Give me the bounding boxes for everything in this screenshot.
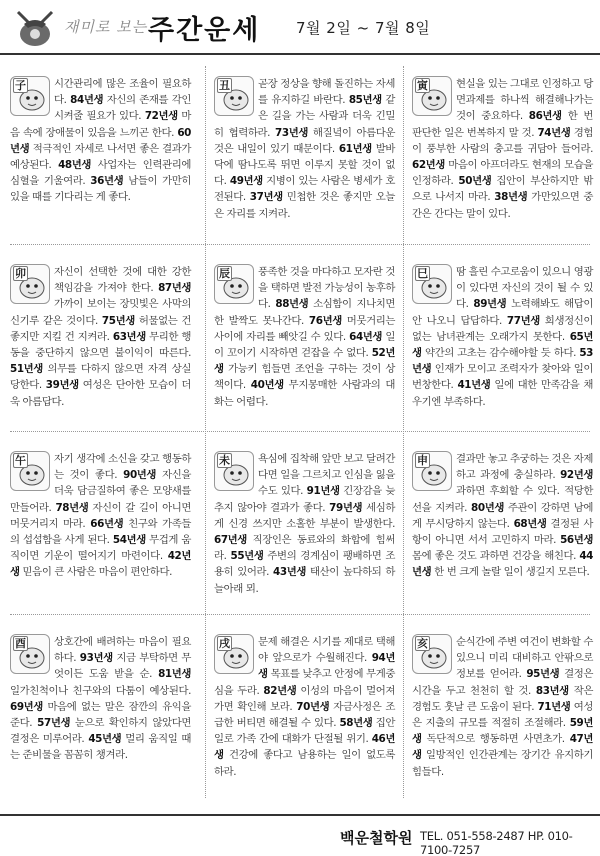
birth-year: 56년생 xyxy=(560,534,593,547)
fortune-phrase: 순식간에 주변 여건이 변화할 수 있으니 미리 대비하고 안팎으로 정보를 얻어라. xyxy=(456,636,593,681)
fortune-phrase: 문제 해결은 시기를 제대로 택해야 앞으로가 수월해진다. xyxy=(258,636,395,665)
fortune-phrase: 허물없는 건 좋지만 지킬 건 지켜라. xyxy=(10,314,191,343)
birth-year: 39년생 xyxy=(45,379,79,392)
fortune-phrase: 친구와 가족들의 섭섭함을 사게 된다. xyxy=(10,517,191,547)
fortune-cell xyxy=(10,451,191,581)
fortune-phrase: 욕심에 집착해 앞만 보고 달려간다면 일을 그르치고 인심을 잃을 수도 있다. xyxy=(258,453,395,498)
fortune-phrase: 한 번 크게 놀랄 일이 생길지 모른다. xyxy=(431,566,590,579)
zodiac-icon-box xyxy=(412,76,452,116)
fortune-phrase: 가까이 보이는 장밋빛은 사막의 신기루 같은 것이다. xyxy=(10,298,191,327)
fortune-text xyxy=(412,264,593,410)
page-header xyxy=(0,0,600,55)
fortune-text xyxy=(412,451,593,581)
birth-year: 68년생 xyxy=(513,517,547,530)
fortune-phrase: 목표를 낮추고 안정에 무게중심을 두라. xyxy=(214,668,395,697)
fortune-phrase: 지금 부탁하면 무엇이든 도움 받을 순. xyxy=(54,652,191,681)
fortune-phrase: 결정된 사항이 아니면 서서 고민하지 마라. xyxy=(412,517,593,547)
zodiac-sign-char: 卯 xyxy=(15,267,26,280)
birth-year: 59년생 xyxy=(412,717,593,746)
birth-year: 52년생 xyxy=(214,347,395,376)
fortune-phrase: 소심함이 지나치면 한 발짝도 못나간다. xyxy=(214,298,396,327)
birth-year: 93년생 xyxy=(79,652,113,665)
row-divider xyxy=(10,614,590,615)
fortune-phrase: 세심하게 신경 쓰지만 소홀한 부분이 발생한다. xyxy=(214,501,395,530)
birth-year: 47년생 xyxy=(412,733,593,762)
birth-year: 38년생 xyxy=(494,191,528,204)
date-range: 7월 2일 ~ 7월 8일 xyxy=(296,19,431,37)
zodiac-icon-box xyxy=(214,76,254,116)
fortune-phrase: 건강에 좋다고 남용하는 일이 없도록 하라. xyxy=(214,749,395,778)
fortune-phrase: 남들이 가만히 있을 때를 기다리는 게 좋다. xyxy=(10,175,191,204)
fortune-text xyxy=(214,264,395,410)
zodiac-icon-box xyxy=(412,264,452,304)
birth-year: 90년생 xyxy=(123,469,157,482)
fortune-phrase: 같은 길을 가는 사람과 더욱 긴밀히 협력하라. xyxy=(214,94,395,139)
fortune-cell xyxy=(214,451,395,597)
fortune-phrase: 일에 대한 만족감을 채우기엔 부족하다. xyxy=(412,379,593,408)
zodiac-sign-char: 丑 xyxy=(219,79,230,92)
fortune-phrase: 이성의 마음이 멀어져 가면 확인해 보라. xyxy=(214,684,395,713)
fortune-phrase: 자금사정은 조급한 버티면 해결될 수 있다. xyxy=(214,700,395,730)
birth-year: 42년생 xyxy=(10,550,191,579)
fortune-phrase: 집안 일로 가족 간에 대화가 단절될 위기. xyxy=(214,717,395,746)
fortune-phrase: 자신이 갈 길이 아니면 머뭇거리지 마라. xyxy=(10,501,191,530)
fortune-text xyxy=(10,264,191,410)
birth-year: 61년생 xyxy=(338,142,372,155)
fortune-text xyxy=(412,634,593,780)
fortune-phrase: 약간의 고초는 감수해야할 듯 하다. xyxy=(421,347,580,360)
birth-year: 83년생 xyxy=(535,684,569,697)
contact-info: TEL. 051-558-2487 HP. 010-7100-7257 xyxy=(420,829,573,856)
birth-year: 87년생 xyxy=(158,282,191,295)
fortune-cell xyxy=(10,634,191,764)
fortune-phrase: 태산이 높다하되 하늘아래 뫼. xyxy=(214,566,395,595)
birth-year: 92년생 xyxy=(560,469,593,482)
fortune-phrase: 멀리 움직일 때는 준비물을 꼼꼼히 챙겨라. xyxy=(10,733,191,762)
fortune-pouch-logo xyxy=(12,4,58,50)
fortune-cell xyxy=(412,634,593,780)
page-footer xyxy=(0,814,600,856)
fortune-cell xyxy=(10,264,191,410)
birth-year: 82년생 xyxy=(263,684,297,697)
birth-year: 73년생 xyxy=(275,126,308,139)
fortune-phrase: 가능키 힘들면 조언을 구하는 것이 상책이다. xyxy=(214,363,395,392)
fortune-phrase: 무리한 행동을 중단하지 않으면 불이익이 따른다. xyxy=(10,330,192,360)
birth-year: 84년생 xyxy=(70,94,104,107)
birth-year: 41년생 xyxy=(457,379,491,392)
birth-year: 89년생 xyxy=(473,298,507,311)
row-divider xyxy=(10,244,590,245)
fortune-text xyxy=(214,451,395,597)
fortune-cell xyxy=(214,76,395,222)
zodiac-sign-char: 申 xyxy=(417,454,428,467)
birth-year: 75년생 xyxy=(101,314,135,327)
birth-year: 54년생 xyxy=(112,534,146,547)
fortune-phrase: 일이 꼬이기 시작하면 걷잡을 수 없다. xyxy=(214,330,395,360)
fortune-phrase: 자기 생각에 소신을 갖고 행동하는 것이 좋다. xyxy=(54,453,191,482)
fortune-phrase: 민첩한 것은 좋지만 오늘은 자리를 지켜라. xyxy=(214,191,396,220)
fortune-phrase: 현실을 있는 그대로 인정하고 당면과제를 하나씩 해결해나가는 것이 중요하다. xyxy=(456,78,593,123)
birth-year: 94년생 xyxy=(258,652,395,681)
birth-year: 50년생 xyxy=(458,175,492,188)
fortune-phrase: 결과만 놓고 추궁하는 것은 자제하고 과정에 충실하라. xyxy=(456,453,593,482)
birth-year: 70년생 xyxy=(296,700,330,713)
fortune-phrase: 주관이 강하면 남에게 무시당하지 않는다. xyxy=(412,501,593,530)
zodiac-sign-char: 未 xyxy=(219,454,230,467)
zodiac-icon-box xyxy=(10,451,50,491)
birth-year: 62년생 xyxy=(412,159,445,172)
birth-year: 40년생 xyxy=(250,379,284,392)
page-title: 주간운세 xyxy=(148,15,261,46)
fortune-phrase: 마음이 아프더라도 현재의 모습을 인정하라. xyxy=(412,159,593,188)
fortune-phrase: 사업자는 인력관리에 심혈을 기울여라. xyxy=(10,159,191,188)
column-divider xyxy=(205,66,206,798)
fortune-phrase: 자신의 존재를 각인시켜줄 필요가 있다. xyxy=(54,94,191,123)
birth-year: 64년생 xyxy=(349,330,383,343)
birth-year: 76년생 xyxy=(308,314,342,327)
zodiac-sign-char: 酉 xyxy=(15,637,26,650)
header-subtitle: 재미로 보는 xyxy=(64,18,148,36)
fortune-phrase: 여성은 지출의 규모를 적절히 조절해라. xyxy=(412,700,593,730)
fortune-phrase: 곧장 정상을 향해 돌진하는 자세를 유지하길 바란다. xyxy=(258,78,395,107)
birth-year: 55년생 xyxy=(230,550,264,563)
birth-year: 81년생 xyxy=(158,668,191,681)
fortune-phrase: 한 번 판단한 일은 번복하지 말 것. xyxy=(412,110,593,139)
column-divider xyxy=(403,66,404,798)
fortune-text xyxy=(10,634,191,764)
birth-year: 74년생 xyxy=(537,126,571,139)
fortune-phrase: 시간관리에 많은 조율이 필요하다. xyxy=(54,78,191,107)
fortune-phrase: 직장인은 동료와의 화합에 힘써라. xyxy=(214,534,395,563)
fortune-phrase: 과하면 후회할 수 있다. 적당한 선을 지켜라. xyxy=(412,485,593,514)
birth-year: 78년생 xyxy=(55,501,89,514)
fortune-phrase: 여성은 단아한 모습이 더욱 아름답다. xyxy=(10,379,192,408)
zodiac-sign-char: 寅 xyxy=(417,79,428,92)
zodiac-icon-box xyxy=(214,634,254,674)
birth-year: 51년생 xyxy=(10,363,43,376)
birth-year: 45년생 xyxy=(88,733,122,746)
birth-year: 44년생 xyxy=(412,550,593,579)
fortune-phrase: 가만있으면 중간은 간다는 말이 있다. xyxy=(412,191,593,220)
birth-year: 80년생 xyxy=(471,501,504,514)
birth-year: 49년생 xyxy=(229,175,263,188)
zodiac-sign-char: 辰 xyxy=(219,267,230,280)
birth-year: 85년생 xyxy=(348,94,382,107)
birth-year: 66년생 xyxy=(90,517,124,530)
birth-year: 69년생 xyxy=(10,700,43,713)
fortune-phrase: 적극적인 자세로 나서면 좋은 결과가 예상된다. xyxy=(10,142,191,172)
fortune-cell xyxy=(214,634,395,780)
birth-year: 37년생 xyxy=(249,191,283,204)
fortune-phrase: 일가친척이나 친구와의 다툼이 예상된다. xyxy=(10,684,191,697)
fortune-phrase: 상호간에 배려하는 마음이 필요하다. xyxy=(54,636,191,665)
zodiac-icon-box xyxy=(10,76,50,116)
zodiac-icon-box xyxy=(412,634,452,674)
birth-year: 46년생 xyxy=(214,733,395,762)
fortune-phrase: 머뭇거리는 사이에 자리를 빼앗길 수 있다. xyxy=(214,314,395,343)
fortune-phrase: 무겁게 움직이면 기운이 떨어지기 마련이다. xyxy=(10,534,192,563)
fortune-phrase: 땀 흘린 수고로움이 있으니 영광이 있다면 자신의 것이 될 수 있다. xyxy=(456,266,593,311)
fortune-phrase: 긴장감을 늦추지 않아야 결과가 좋다. xyxy=(214,485,395,514)
fortune-phrase: 작은 경험도 훗날 큰 도움이 된다. xyxy=(412,684,593,713)
zodiac-sign-char: 午 xyxy=(15,454,26,467)
birth-year: 77년생 xyxy=(506,314,540,327)
fortune-text xyxy=(214,76,395,222)
row-divider xyxy=(10,431,590,432)
birth-year: 53년생 xyxy=(412,347,593,376)
birth-year: 79년생 xyxy=(329,501,363,514)
zodiac-icon-box xyxy=(214,264,254,304)
fortune-text xyxy=(412,76,593,222)
birth-year: 71년생 xyxy=(537,700,571,713)
birth-year: 72년생 xyxy=(144,110,178,123)
birth-year: 48년생 xyxy=(58,159,92,172)
fortune-phrase: 주변의 경계심이 팽배하면 조용히 있어라. xyxy=(214,550,395,579)
fortune-cell xyxy=(10,76,191,206)
birth-year: 65년생 xyxy=(412,330,593,360)
fortune-phrase: 결정은 시간을 두고 천천히 할 것. xyxy=(412,668,593,697)
fortune-cell xyxy=(412,76,593,222)
birth-year: 95년생 xyxy=(526,668,560,681)
fortune-text xyxy=(10,76,191,206)
fortune-phrase: 지병이 있는 사람은 병세가 호전된다. xyxy=(214,175,395,204)
fortune-phrase: 노력해봐도 해답이 안 나오니 답답하다. xyxy=(412,298,594,327)
zodiac-sign-char: 子 xyxy=(15,79,26,92)
fortune-phrase: 발바닥에 땀나도록 뛰면 이루지 못할 것이 없다. xyxy=(214,142,395,188)
birth-year: 58년생 xyxy=(339,717,373,730)
birth-year: 88년생 xyxy=(275,298,309,311)
zodiac-sign-char: 亥 xyxy=(417,637,428,650)
fortune-phrase: 눈으로 확인하지 않았다면 결정은 미루어라. xyxy=(10,717,191,746)
zodiac-icon-box xyxy=(10,264,50,304)
fortune-phrase: 자신을 더욱 담금질하여 좋은 모양새를 만들어라. xyxy=(10,469,191,514)
zodiac-icon-box xyxy=(412,451,452,491)
fortune-phrase: 해질녘이 아름다운 것은 내일이 있기 때문이다. xyxy=(214,126,395,155)
fortune-phrase: 집안이 부산하지만 밖으로 나서지 마라. xyxy=(412,175,593,204)
fortune-phrase: 풍족한 것을 마다하고 모자란 것을 택하면 발전 가능성이 농후하다. xyxy=(258,266,395,311)
fortune-phrase: 일방적인 인간관계는 장기간 유지하기 힘들다. xyxy=(412,749,593,778)
fortune-phrase: 무지몽매한 사람과의 대화는 어렵다. xyxy=(214,379,395,408)
birth-year: 43년생 xyxy=(273,566,306,579)
fortune-phrase: 경험이 풍부한 사람의 충고를 귀담아 들어라. xyxy=(412,126,593,155)
zodiac-sign-char: 巳 xyxy=(417,267,428,280)
birth-year: 63년생 xyxy=(112,330,146,343)
birth-year: 60년생 xyxy=(10,126,191,155)
fortune-phrase: 마음 속에 장애물이 있음을 느끼곤 한다. xyxy=(10,110,191,139)
zodiac-sign-char: 戌 xyxy=(219,637,230,650)
fortune-phrase: 인재가 모이고 조력자가 찾아와 일이 번창한다. xyxy=(412,363,593,392)
fortune-phrase: 자신이 선택한 것에 대한 강한 책임감을 가져야 한다. xyxy=(54,266,191,295)
birth-year: 67년생 xyxy=(214,534,247,547)
fortune-phrase: 희생정신이 없는 남녀관계는 오래가지 못한다. xyxy=(412,314,593,343)
fortune-cell xyxy=(412,451,593,581)
fortune-phrase: 믿음이 큰 사람은 마음이 편안하다. xyxy=(19,566,172,579)
birth-year: 36년생 xyxy=(90,175,124,188)
fortune-phrase: 독단적으로 행동하면 사면초가. xyxy=(421,733,570,746)
fortune-phrase: 몸에 좋은 것도 과하면 건강을 해친다. xyxy=(412,550,580,563)
birth-year: 57년생 xyxy=(37,717,71,730)
institute-name: 백운철학원 xyxy=(340,829,413,847)
zodiac-icon-box xyxy=(214,451,254,491)
fortune-cell xyxy=(214,264,395,410)
fortune-cell xyxy=(412,264,593,410)
zodiac-icon-box xyxy=(10,634,50,674)
birth-year: 91년생 xyxy=(306,485,340,498)
fortune-text xyxy=(10,451,191,581)
fortune-text xyxy=(214,634,395,780)
fortune-phrase: 의무를 다하지 않으면 자격 상실당한다. xyxy=(10,363,191,392)
birth-year: 86년생 xyxy=(528,110,562,123)
fortune-phrase: 마음에 없는 말은 잠깐의 유익을 준다. xyxy=(10,700,191,730)
